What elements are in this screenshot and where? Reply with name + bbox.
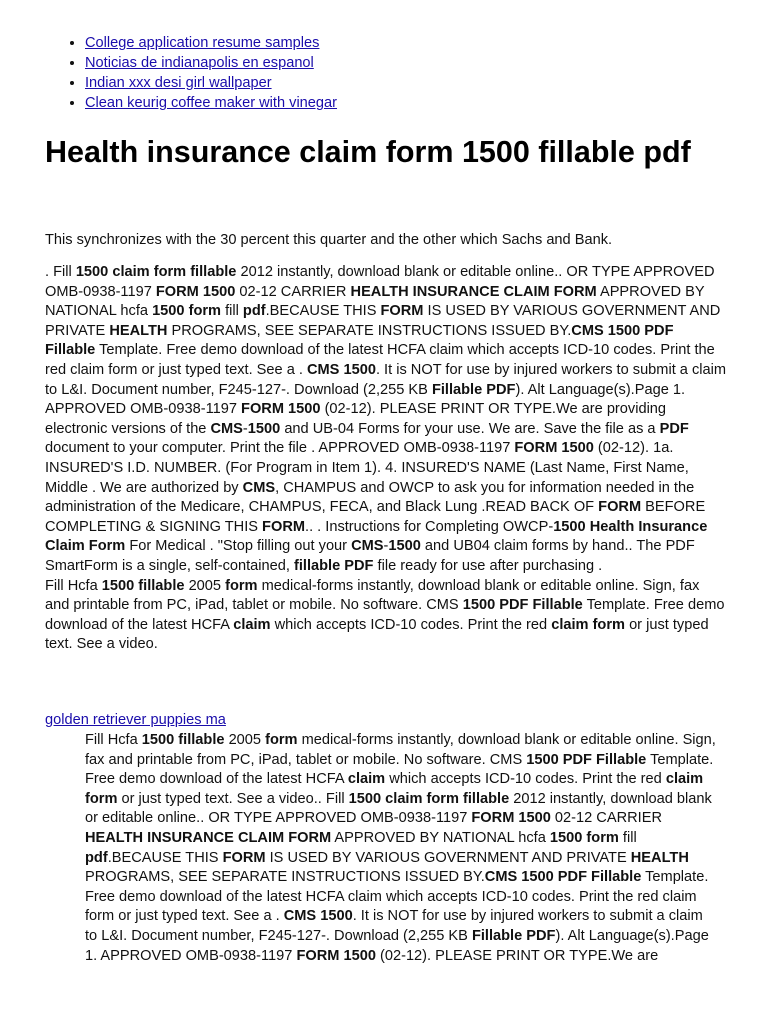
bold-term: CMS: [210, 420, 243, 437]
body-paragraph-3: Fill Hcfa 1500 fillable 2005 form medical-forms instantly, download blank or editable online. Sign, fax and printable from PC, iPad, tablet or mobile. No software. CMS 1500 PDF Fillable Template. Free demo download of the latest HCFA claim which accepts ICD-10 codes. Print the red claim form or just typed text. See a video.. Fill 1500 claim form fillable 2012 instantly, download blank or editable online.. OR TYPE APPROVED OMB-0938-1197 FORM 1500 02-12 CARRIER HEALTH INSURANCE CLAIM FORM APPROVED BY NATIONAL hcfa 1500 form fill pdf.BECAUSE THIS FORM IS USED BY VARIOUS GOVERNMENT AND PRIVATE HEALTH PROGRAMS, SEE SEPARATE INSTRUCTIONS ISSUED BY.CMS 1500 PDF Fillable Template. Free demo download of the latest HCFA claim which accepts ICD-10 codes. Print the red claim form or just typed text. See a . CMS 1500. It is NOT for use by injured workers to submit a claim to L&I. Document number, F245-127-. Download (2,255 KB Fillable PDF). Alt Language(s).Page 1. APPROVED OMB-0938-1197 FORM 1500 (02-12). PLEASE PRINT OR TYPE.We are: [85, 732, 716, 964]
bold-term: claim: [233, 616, 271, 633]
bold-term: Fillable PDF: [471, 927, 556, 944]
bold-term: pdf: [242, 303, 266, 320]
bold-term: 1500 claim form fillable: [75, 264, 237, 280]
related-link[interactable]: Indian xxx desi girl wallpaper: [85, 75, 272, 91]
related-link-item: [85, 73, 337, 93]
related-link-item: [85, 53, 337, 73]
bold-term: 1500 PDF Fillable: [462, 597, 583, 614]
bold-term: form: [225, 577, 258, 594]
bold-term: claim form: [551, 616, 626, 633]
body-paragraph-2: Fill Hcfa 1500 fillable 2005 form medical-forms instantly, download blank or editable online. Sign, fax and printable from PC, iPad, tablet or mobile. No software. CMS 1500 PDF Fillable Template. Free demo download of the latest HCFA claim which accepts ICD-10 codes. Print the red claim form or just typed text. See a video.: [45, 577, 725, 653]
bold-term: pdf: [85, 849, 108, 866]
bold-term: FORM 1500: [296, 947, 376, 964]
bold-term: FORM 1500: [241, 401, 321, 418]
bold-term: FORM: [262, 518, 306, 535]
bold-term: claim form: [85, 771, 704, 807]
bold-term: 1500 form: [152, 303, 222, 320]
bold-term: FORM: [380, 303, 424, 320]
bold-term: HEALTH INSURANCE CLAIM FORM: [85, 829, 332, 846]
bold-term: FORM 1500: [514, 440, 594, 457]
bold-term: HEALTH INSURANCE CLAIM FORM: [350, 283, 597, 300]
bold-term: PDF: [659, 420, 689, 437]
bold-term: FORM 1500: [471, 810, 551, 827]
bold-term: 1500 Health Insurance Claim Form: [45, 518, 708, 555]
page-title: Health insurance claim form 1500 fillable pdf: [45, 135, 691, 169]
bold-term: 1500: [247, 420, 281, 437]
bold-term: FORM: [222, 849, 266, 866]
related-links-list: [45, 33, 337, 113]
bold-term: fillable PDF: [294, 557, 374, 574]
bold-term: 1500 fillable: [101, 577, 185, 594]
related-link[interactable]: College application resume samples: [85, 35, 320, 51]
bold-term: Fillable PDF: [431, 381, 516, 398]
sub-link[interactable]: golden retriever puppies ma: [45, 712, 226, 728]
bold-term: 1500 PDF Fillable: [526, 751, 647, 768]
indented-text: [85, 731, 718, 966]
body-paragraph-1: . Fill 1500 claim form fillable 2012 instantly, download blank or editable online.. OR TYPE APPROVED OMB-0938-1197 FORM 1500 02-12 CARRIER HEALTH INSURANCE CLAIM FORM APPROVED BY NATIONAL hcfa 1500 form fill pdf.BECAUSE THIS FORM IS USED BY VARIOUS GOVERNMENT AND PRIVATE HEALTH PROGRAMS, SEE SEPARATE INSTRUCTIONS ISSUED BY.CMS 1500 PDF Fillable Template. Free demo download of the latest HCFA claim which accepts ICD-10 codes. Print the red claim form or just typed text. See a . CMS 1500. It is NOT for use by injured workers to submit a claim to L&I. Document number, F245-127-. Download (2,255 KB Fillable PDF). Alt Language(s).Page 1. APPROVED OMB-0938-1197 FORM 1500 (02-12). PLEASE PRINT OR TYPE.We are providing electronic versions of the CMS-1500 and UB-04 Forms for your use. We are. Save the file as a PDF document to your computer. Print the file . APPROVED OMB-0938-1197 FORM 1500 (02-12). 1a. INSURED'S I.D. NUMBER. (For Program in Item 1). 4. INSURED'S NAME (Last Name, First Name, Middle . We are authorized by CMS, CHAMPUS and OWCP to ask you for information needed in the administration of the Medicare, CHAMPUS, FECA, and Black Lung .READ BACK OF FORM BEFORE COMPLETING & SIGNING THIS FORM.. . Instructions for Completing OWCP-1500 Health Insurance Claim Form For Medical . "Stop filling out your CMS-1500 and UB04 claim forms by hand.. The PDF SmartForm is a single, self-contained, fillable PDF file ready for use after purchasing .: [45, 264, 727, 574]
bold-term: CMS 1500 PDF Fillable: [45, 322, 674, 359]
bold-term: 1500: [388, 538, 421, 555]
bold-term: CMS: [351, 538, 384, 555]
related-link-item: [85, 93, 337, 113]
bold-term: 1500 fillable: [141, 732, 225, 748]
bold-term: HEALTH: [109, 322, 168, 339]
bold-term: 1500 claim form fillable: [348, 790, 510, 807]
bold-term: FORM: [598, 499, 642, 516]
bold-term: HEALTH: [630, 849, 689, 866]
bold-term: CMS 1500: [283, 908, 353, 925]
intro-paragraph: This synchronizes with the 30 percent this quarter and the other which Sachs and Bank.: [45, 232, 613, 248]
sub-link-container: [45, 710, 226, 730]
bold-term: FORM 1500: [155, 283, 236, 300]
bold-term: CMS: [242, 479, 276, 496]
related-link-item: [85, 33, 337, 53]
bold-term: CMS 1500 PDF Fillable: [484, 869, 642, 886]
main-text: [45, 263, 727, 655]
bold-term: form: [265, 732, 298, 748]
bold-term: 1500 form: [549, 829, 619, 846]
bold-term: claim: [347, 771, 386, 788]
related-link[interactable]: Clean keurig coffee maker with vinegar: [85, 95, 338, 111]
related-link[interactable]: Noticias de indianapolis en espanol: [85, 55, 314, 71]
bold-term: CMS 1500: [306, 361, 376, 378]
